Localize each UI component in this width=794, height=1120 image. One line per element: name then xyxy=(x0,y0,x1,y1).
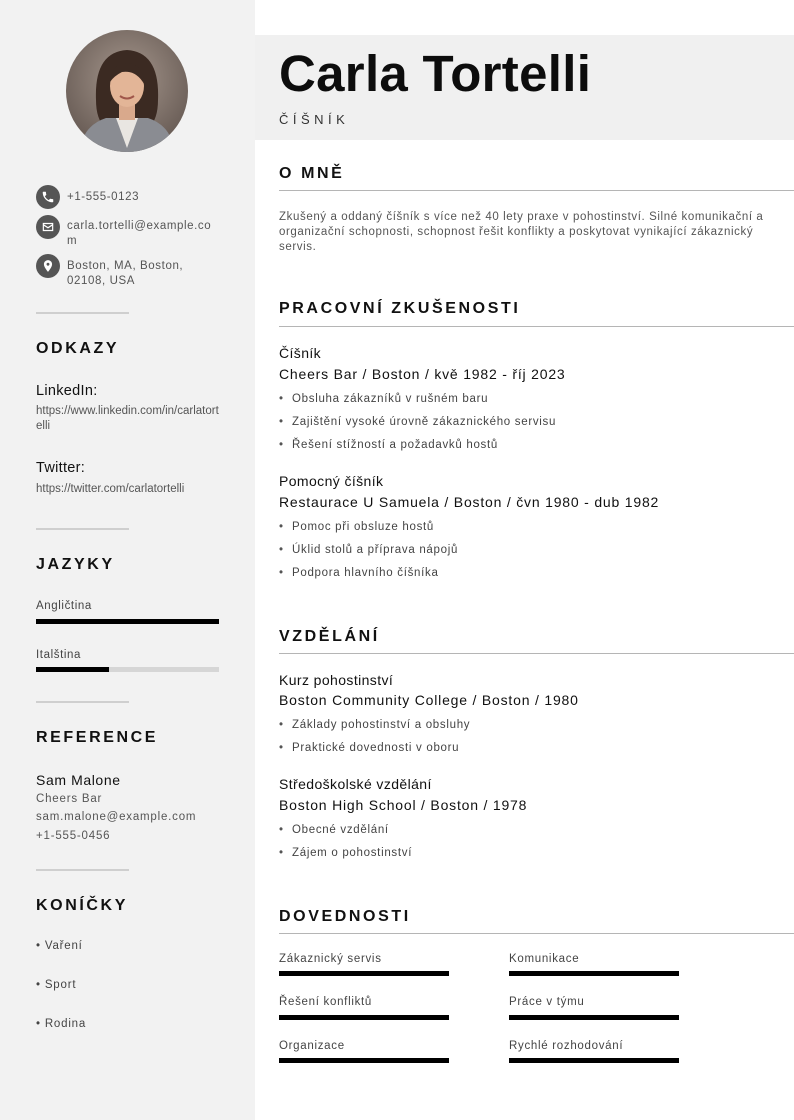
skill-bar xyxy=(509,1058,679,1063)
sidebar xyxy=(0,0,255,1120)
education-bullet: • Zájem o pohostinství xyxy=(279,847,412,859)
skill-bar xyxy=(279,1015,449,1020)
skill-name: Organizace xyxy=(279,1040,345,1052)
job-bullet: • Úklid stolů a příprava nápojů xyxy=(279,544,458,556)
skill-bar xyxy=(279,971,449,976)
sidebar-divider xyxy=(36,701,129,703)
education-bullet: • Základy pohostinství a obsluhy xyxy=(279,719,470,731)
skill-name: Rychlé rozhodování xyxy=(509,1040,624,1052)
contact-phone xyxy=(36,185,217,209)
sidebar-divider xyxy=(36,528,129,530)
job-meta: Restaurace U Samuela / Boston / čvn 1980 - dub 1982 xyxy=(279,494,660,510)
skill-bar xyxy=(279,1058,449,1063)
sidebar-divider xyxy=(36,312,129,314)
phone-number: +1-555-0123 xyxy=(67,191,140,203)
skill-bar xyxy=(509,971,679,976)
links-heading: ODKAZY xyxy=(36,340,120,357)
linkedin-label: LinkedIn: xyxy=(36,383,98,399)
contact-address xyxy=(36,254,197,289)
person-title: ČÍŠNÍK xyxy=(279,112,350,127)
reference-company: Cheers Bar xyxy=(36,793,103,805)
reference-phone: +1-555-0456 xyxy=(36,830,111,842)
education-name: Středoškolské vzdělání xyxy=(279,776,432,792)
job-bullet: • Zajištění vysoké úrovně zákaznického servisu xyxy=(279,416,556,428)
job-meta: Cheers Bar / Boston / kvě 1982 - říj 2023 xyxy=(279,366,566,382)
job-bullet: • Obsluha zákazníků v rušném baru xyxy=(279,393,488,405)
reference-name: Sam Malone xyxy=(36,772,121,788)
education-name: Kurz pohostinství xyxy=(279,672,394,688)
language-level-bar xyxy=(36,619,219,624)
language-name: Italština xyxy=(36,649,82,661)
person-name: Carla Tortelli xyxy=(279,45,592,102)
address: Boston, MA, Boston, 02108, USA xyxy=(67,260,184,287)
languages-heading: JAZYKY xyxy=(36,556,115,573)
section-rule xyxy=(279,190,794,191)
reference-email[interactable]: sam.malone@example.com xyxy=(36,811,197,823)
hobby-item: • Vaření xyxy=(36,940,83,952)
email-address[interactable]: carla.tortelli@example.com xyxy=(67,220,212,247)
education-meta: Boston High School / Boston / 1978 xyxy=(279,797,528,813)
hobbies-heading: KONÍČKY xyxy=(36,897,128,914)
job-role: Pomocný číšník xyxy=(279,473,384,489)
experience-heading: PRACOVNÍ ZKUŠENOSTI xyxy=(279,300,521,317)
section-rule xyxy=(279,653,794,654)
education-heading: VZDĚLÁNÍ xyxy=(279,628,380,645)
location-pin-icon xyxy=(36,254,60,278)
job-bullet: • Řešení stížností a požadavků hostů xyxy=(279,439,498,451)
skill-name: Řešení konfliktů xyxy=(279,996,373,1008)
skill-name: Práce v týmu xyxy=(509,996,585,1008)
contact-email xyxy=(36,215,217,249)
sidebar-divider xyxy=(36,869,129,871)
section-rule xyxy=(279,326,794,327)
about-heading: O MNĚ xyxy=(279,165,345,182)
linkedin-url[interactable]: https://www.linkedin.com/in/carlatortelli xyxy=(36,405,219,432)
skill-name: Zákaznický servis xyxy=(279,953,382,965)
profile-photo xyxy=(66,30,188,152)
education-meta: Boston Community College / Boston / 1980 xyxy=(279,692,579,708)
education-bullet: • Praktické dovednosti v oboru xyxy=(279,742,459,754)
twitter-url[interactable]: https://twitter.com/carlatortelli xyxy=(36,483,185,495)
about-text: Zkušený a oddaný číšník s více než 40 lety praxe v pohostinství. Silné komunikační a organizační schopnosti, schopnost řešit konflikty a poskytovat vynikající zákaznický servis. xyxy=(279,211,764,253)
skill-bar xyxy=(509,1015,679,1020)
twitter-label: Twitter: xyxy=(36,460,86,476)
skills-heading: DOVEDNOSTI xyxy=(279,908,411,925)
section-rule xyxy=(279,933,794,934)
phone-icon xyxy=(36,185,60,209)
language-name: Angličtina xyxy=(36,600,92,612)
hobby-item: • Rodina xyxy=(36,1018,87,1030)
skill-name: Komunikace xyxy=(509,953,580,965)
education-bullet: • Obecné vzdělání xyxy=(279,824,389,836)
job-bullet: • Podpora hlavního číšníka xyxy=(279,567,439,579)
hobby-item: • Sport xyxy=(36,979,77,991)
mail-icon xyxy=(36,215,60,239)
language-level-bar xyxy=(36,667,219,672)
job-bullet: • Pomoc při obsluze hostů xyxy=(279,521,434,533)
job-role: Číšník xyxy=(279,345,322,361)
reference-heading: REFERENCE xyxy=(36,729,159,746)
